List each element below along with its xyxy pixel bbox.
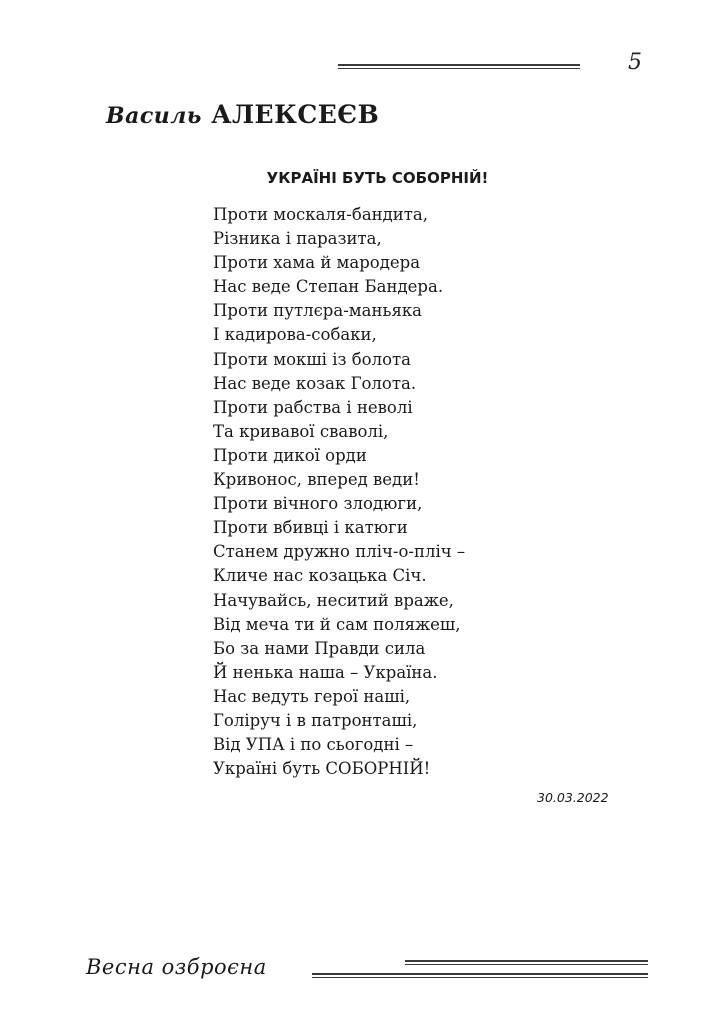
footer-rule-long — [312, 973, 648, 975]
poem-line: Проти путлєра-маньяка — [213, 301, 422, 321]
footer-rule-long-thin — [312, 977, 648, 978]
poem-line: Й ненька наша – Україна. — [213, 662, 438, 682]
page-number: 5 — [628, 50, 642, 75]
poem-line: Кривонос, вперед веди! — [213, 470, 420, 490]
author-first-name: Василь — [106, 103, 202, 129]
poem-line: Проти дикої орди — [213, 445, 367, 465]
footer-book-title: Весна озброєна — [86, 955, 267, 979]
footer-rule — [405, 960, 648, 962]
poem-line: Від меча ти й сам поляжеш, — [213, 614, 461, 634]
poem-line: Проти москаля-бандита, — [213, 205, 429, 224]
poem-line: Начувайсь, неситий враже, — [213, 590, 454, 610]
poem-line: Від УПА і по сьогодні – — [213, 735, 414, 755]
author-name — [106, 100, 379, 129]
poem-date: 30.03.2022 — [537, 790, 609, 805]
poem-line: Нас ведуть герої наші, — [213, 686, 411, 706]
author-last-name: АЛЕКСЕЄВ — [211, 100, 380, 129]
poem-line: І кадирова-собаки, — [213, 325, 377, 345]
header-rule — [338, 64, 580, 66]
poem-line: Голіруч і в патронташі, — [213, 710, 418, 730]
poem-line: Станем дружно пліч-о-пліч – — [213, 542, 466, 562]
poem-line: Україні буть СОБОРНІЙ! — [213, 759, 431, 779]
poem-title: УКРАЇНІ БУТЬ СОБОРНІЙ! — [266, 169, 489, 187]
poem-line: Нас веде Степан Бандера. — [213, 277, 444, 297]
poem-line: Бо за нами Правди сила — [213, 638, 426, 658]
poem-line: Проти мокші із болота — [213, 349, 411, 369]
poem-line: Проти рабства і неволі — [213, 397, 413, 417]
poem-line: Кличе нас козацька Січ. — [213, 566, 427, 586]
poem-line: Проти вбивці і катюги — [213, 518, 408, 538]
poem-line: Та кривавої сваволі, — [213, 421, 389, 441]
poem-line: Проти хама й мародера — [213, 253, 421, 273]
poem-line: Різника і паразита, — [213, 229, 382, 249]
footer-rule-thin — [405, 964, 648, 965]
poem-line: Нас веде козак Голота. — [213, 373, 417, 393]
poem-body — [213, 203, 465, 781]
poem-line: Проти вічного злодюги, — [213, 494, 423, 514]
header-rule-thin — [338, 68, 580, 69]
